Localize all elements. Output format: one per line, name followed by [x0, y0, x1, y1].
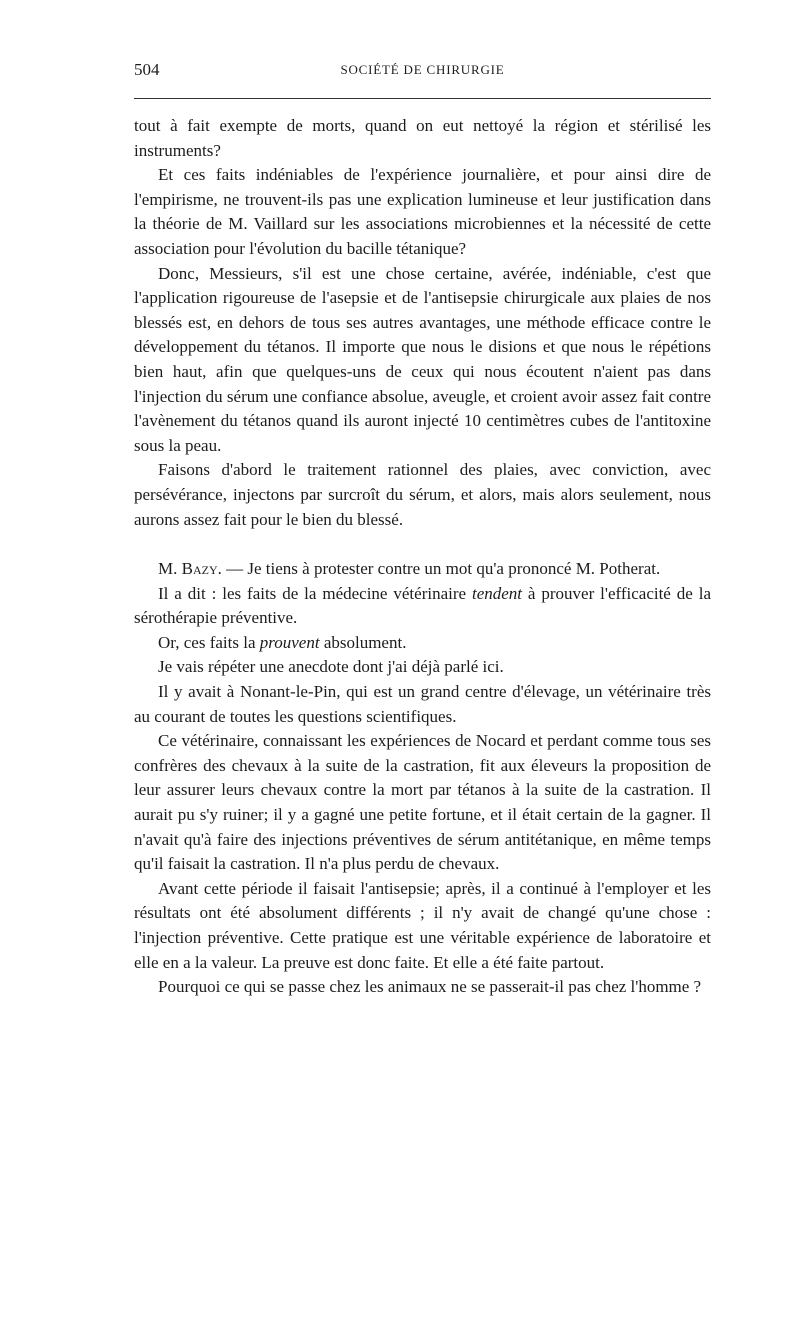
paragraph-8: Je vais répéter une anecdote dont j'ai déjà parlé ici.: [158, 657, 504, 677]
paragraph-6: [134, 582, 711, 631]
paragraph-2: Et ces faits indéniables de l'expérience journalière, et pour ainsi dire de l'empirisme, ne trouvent-ils pas une explication lumineuse et leur justification dans la théorie de M. Vaillard sur les associations microbiennes et la nécessité de cette association pour l'évolution du bacille tétanique?: [134, 165, 711, 258]
paragraph-7-before: Or, ces faits la: [158, 632, 260, 652]
paragraph-3: Donc, Messieurs, s'il est une chose certaine, avérée, indéniable, c'est que l'application rigoureuse de l'asepsie et de l'antisepsie chirurgicale aux plaies de nos blessés est, en dehors de tous ses autres avantages, une méthode efficace contre le développement du tétanos. Il importe que nous le disions et que nous le répétions bien haut, afin que quelques-uns de ceux qui nous écoutent n'aient pas dans l'injection du sérum une confiance absolue, aveugle, et croient avoir assez fait contre l'avènement du tétanos quand ils auront injecté 10 centimètres cubes de l'antitoxine sous la peau.: [134, 263, 711, 455]
paragraph-7-after: absolument.: [319, 632, 407, 652]
paragraph-7: [134, 631, 711, 656]
paragraph-5-text: — Je tiens à protester contre un mot qu'a prononcé M. Potherat.: [221, 559, 661, 579]
paragraph-6-after: à prouver l'efficacité de la sérothérapie préventive.: [134, 583, 711, 628]
paragraph-9: Il y avait à Nonant-le-Pin, qui est un grand centre d'élevage, un vétérinaire très au courant de toutes les questions scientifiques.: [134, 682, 711, 726]
paragraph-10: Ce vétérinaire, connaissant les expériences de Nocard et perdant comme tous ses confrères des chevaux à la suite de la castration, fit aux éleveurs la proposition de leur assurer leurs chevaux contre la mort par tétanos à la suite de la castration. Il aurait pu s'y ruiner; il y a gagné une petite fortune, et il était certain de la gagner. Il n'avait qu'à faire des injections préventives de sérum antitétanique, en même temps qu'il faisait la castration. Il n'a plus perdu de chevaux.: [134, 731, 711, 874]
page-header: [134, 60, 711, 84]
paragraph-4: Faisons d'abord le traitement rationnel des plaies, avec conviction, avec persévérance, injectons par surcroît du sérum, et alors, mais alors seulement, nous aurons assez fait pour le bien du blessé.: [134, 460, 711, 529]
header-rule: [134, 98, 711, 99]
running-title: SOCIÉTÉ DE CHIRURGIE: [340, 62, 505, 77]
section-gap: [134, 532, 711, 557]
paragraph-5: [134, 557, 711, 582]
paragraph-1: tout à fait exempte de morts, quand on eut nettoyé la région et stérilisé les instruments?: [134, 116, 711, 160]
body-text: [134, 114, 711, 1000]
page-number: 504: [134, 60, 160, 79]
emphasis-prouvent: prouvent: [259, 632, 320, 652]
paragraph-6-before: Il a dit : les faits de la médecine vétérinaire: [158, 583, 472, 603]
paragraph-11: Avant cette période il faisait l'antisepsie; après, il a continué à l'employer et les résultats ont été absolument différents ; il n'y avait de changé qu'une chose : l'injection préventive. Cette pratique est une véritable expérience de laboratoire et elle en a la valeur. La preuve est donc faite. Et elle a été faite partout.: [134, 878, 711, 972]
speaker-name: M. Bazy.: [158, 559, 222, 579]
emphasis-tendent: tendent: [471, 583, 523, 603]
paragraph-12: Pourquoi ce qui se passe chez les animaux ne se passerait-il pas chez l'homme ?: [158, 977, 702, 997]
